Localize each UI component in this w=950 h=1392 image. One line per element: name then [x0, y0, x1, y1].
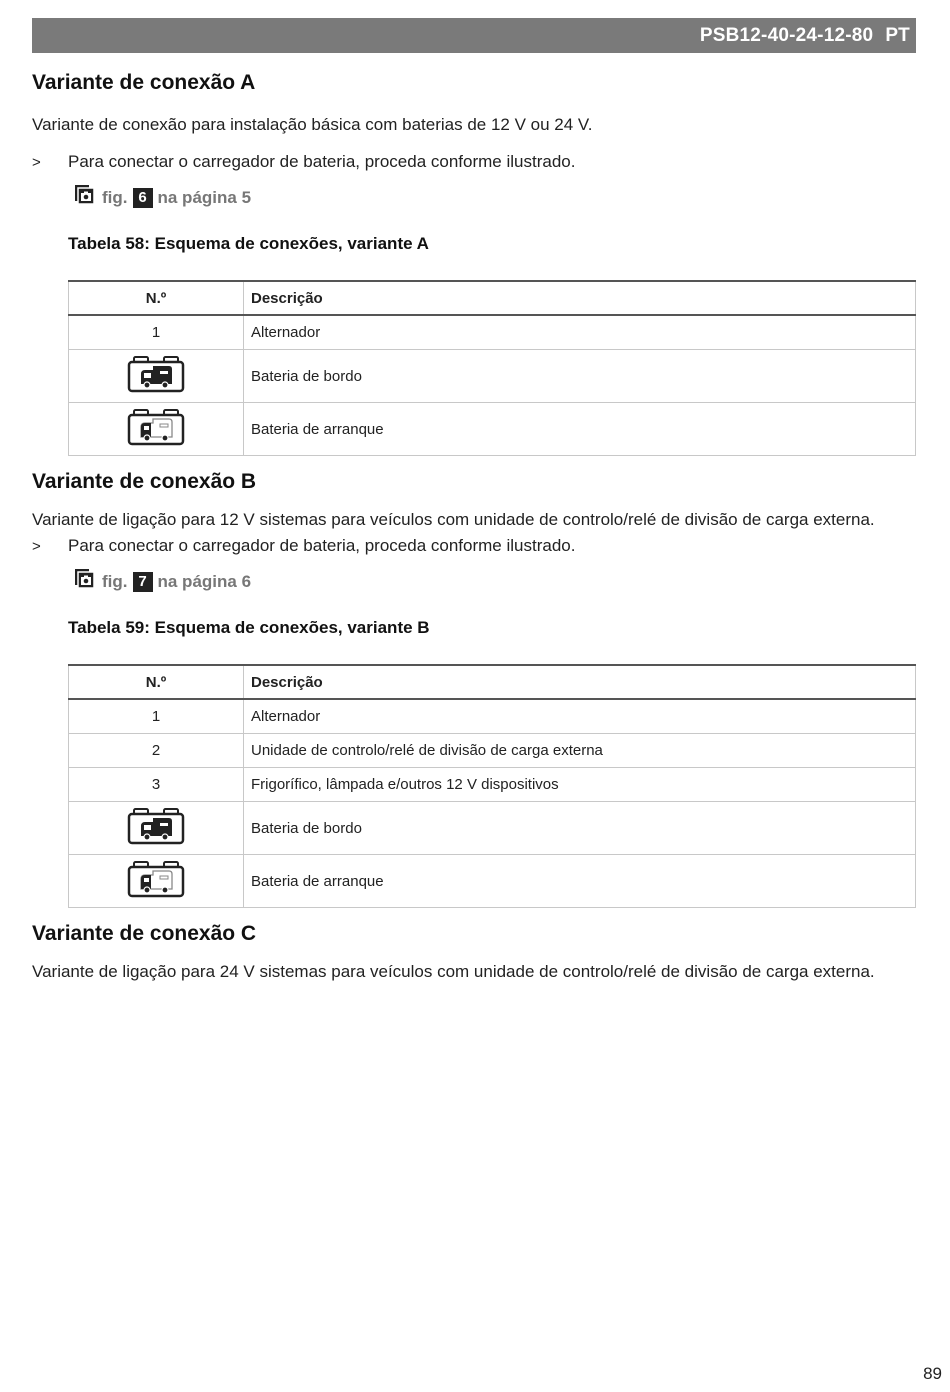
table-row: [69, 350, 916, 403]
row-desc: Frigorífico, lâmpada e/outros 12 V dispositivos: [244, 768, 916, 802]
fig-suffix: na página 5: [157, 187, 252, 207]
step-marker-icon: >: [32, 154, 41, 171]
header-desc: Descrição: [244, 281, 916, 315]
camera-icon: [74, 184, 96, 211]
row-icon-cell: [69, 403, 244, 456]
row-num: 3: [69, 768, 244, 802]
row-desc: Bateria de arranque: [244, 403, 916, 456]
table-header-row: [69, 665, 916, 699]
fig-prefix: fig.: [102, 571, 128, 591]
fig-number: 6: [133, 188, 153, 208]
table-row: [69, 855, 916, 908]
starter-battery-icon: [127, 408, 185, 446]
table-row: [69, 699, 916, 734]
table-58-caption: Tabela 58: Esquema de conexões, variante A: [68, 234, 429, 253]
table-row: [69, 768, 916, 802]
row-desc: Bateria de arranque: [244, 855, 916, 908]
language-code: PT: [885, 24, 910, 46]
table-row: [69, 734, 916, 768]
section-b-fig-link[interactable]: [74, 568, 251, 595]
section-c-title: Variante de conexão C: [32, 922, 257, 945]
table-header-row: [69, 281, 916, 315]
table-row: [69, 802, 916, 855]
row-desc: Alternador: [244, 699, 916, 734]
row-desc: Bateria de bordo: [244, 350, 916, 403]
starter-battery-icon: [127, 860, 185, 898]
row-desc: Alternador: [244, 315, 916, 350]
header-desc: Descrição: [244, 665, 916, 699]
table-59: [68, 664, 916, 908]
header-num: N.º: [69, 665, 244, 699]
section-a-step: [32, 152, 575, 172]
camera-icon: [74, 568, 96, 595]
table-row: [69, 403, 916, 456]
page-number: 89: [923, 1364, 942, 1383]
fig-suffix: na página 6: [157, 571, 252, 591]
table-58: [68, 280, 916, 456]
fig-prefix: fig.: [102, 187, 128, 207]
row-icon-cell: [69, 855, 244, 908]
header-bar: [32, 18, 916, 53]
row-desc: Unidade de controlo/relé de divisão de carga externa: [244, 734, 916, 768]
table-row: [69, 315, 916, 350]
section-a-title: Variante de conexão A: [32, 71, 256, 94]
row-icon-cell: [69, 350, 244, 403]
row-num: 1: [69, 699, 244, 734]
section-a-intro: Variante de conexão para instalação básica com baterias de 12 V ou 24 V.: [32, 115, 593, 134]
section-a-step-text: Para conectar o carregador de bateria, proceda conforme ilustrado.: [68, 152, 576, 171]
table-59-caption: Tabela 59: Esquema de conexões, variante B: [68, 618, 430, 637]
step-marker-icon: >: [32, 538, 41, 555]
header-num: N.º: [69, 281, 244, 315]
section-b-title: Variante de conexão B: [32, 470, 257, 493]
row-num: 2: [69, 734, 244, 768]
section-b-step: [32, 536, 575, 556]
section-b-intro: Variante de ligação para 12 V sistemas para veículos com unidade de controlo/relé de divisão de carga externa.: [32, 510, 875, 529]
row-desc: Bateria de bordo: [244, 802, 916, 855]
section-a-fig-link[interactable]: [74, 184, 251, 211]
row-num: 1: [69, 315, 244, 350]
onboard-battery-icon: [127, 807, 185, 845]
fig-number: 7: [133, 572, 153, 592]
section-b-step-text: Para conectar o carregador de bateria, proceda conforme ilustrado.: [68, 536, 576, 555]
onboard-battery-icon: [127, 355, 185, 393]
row-icon-cell: [69, 802, 244, 855]
model-name: PSB12-40-24-12-80: [699, 24, 874, 46]
section-c-intro: Variante de ligação para 24 V sistemas para veículos com unidade de controlo/relé de divisão de carga externa.: [32, 962, 875, 981]
